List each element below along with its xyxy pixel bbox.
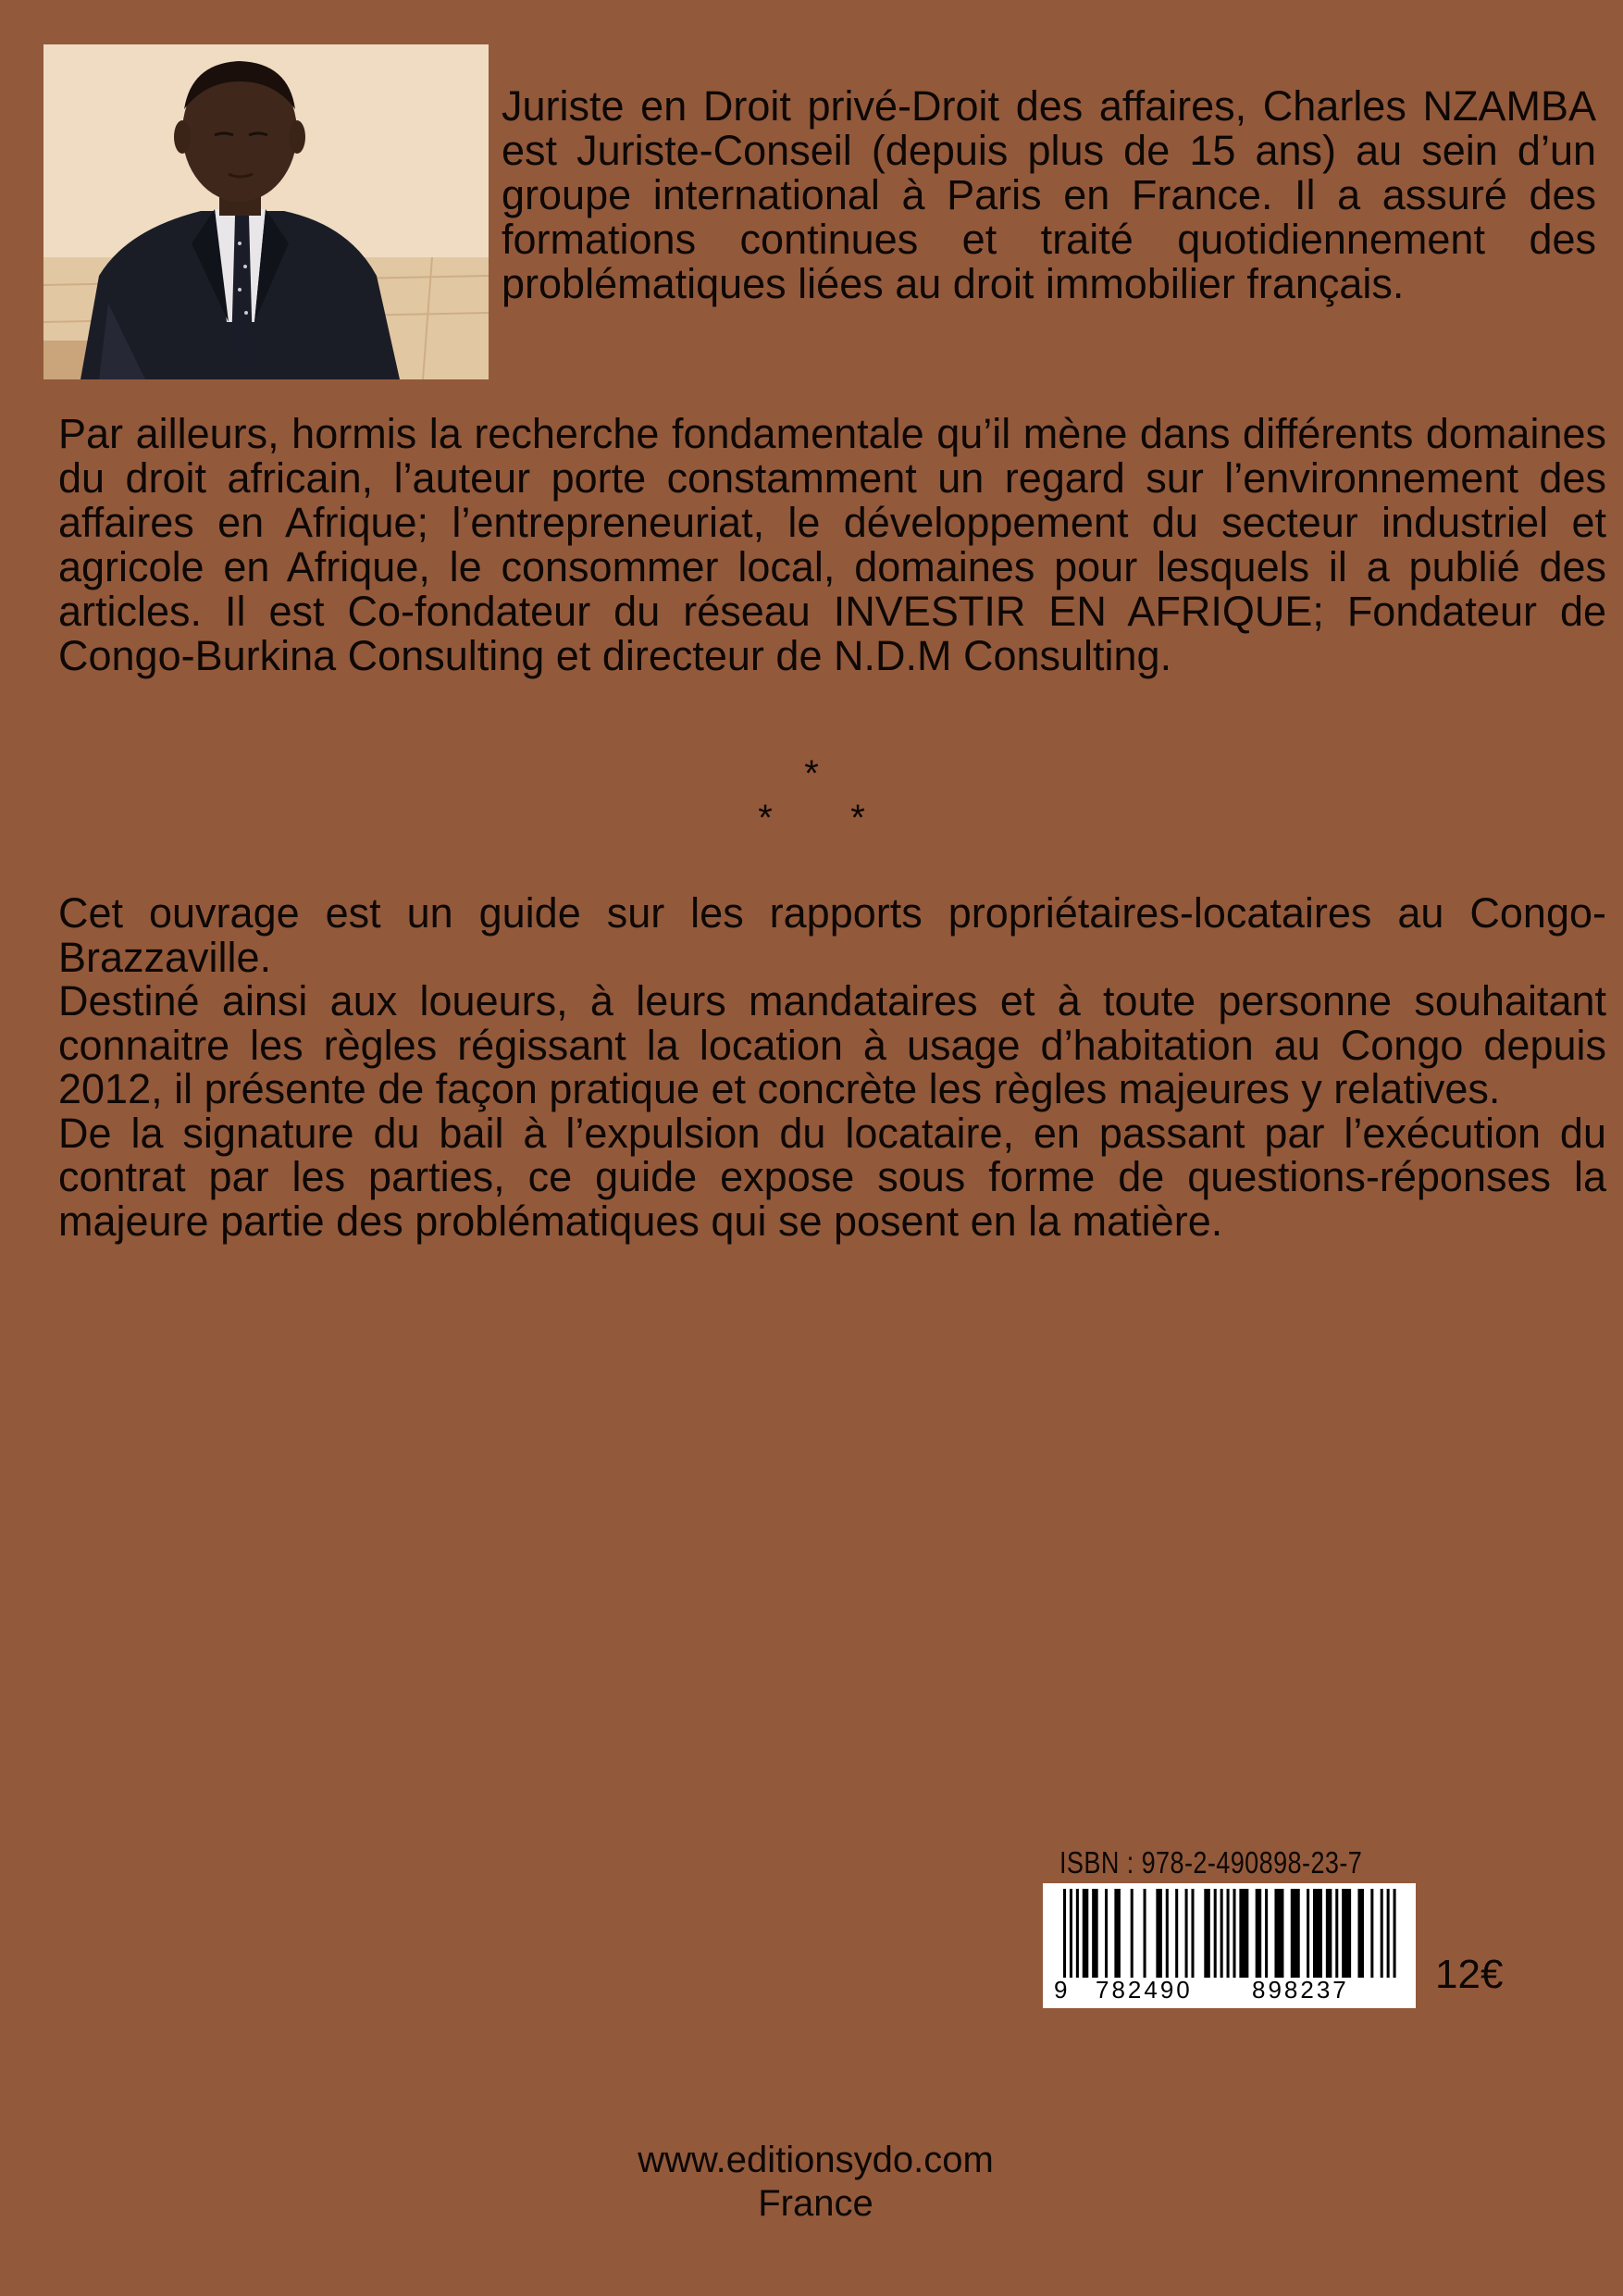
barcode-bar	[1291, 1889, 1300, 1978]
summary-paragraph: De la signature du bail à l’expulsion du locataire, en passant par l’exécution du contrat par les parties, ce guide expose sous forme de questions-réponses la majeure partie des problématiques qui se posent en la matière.	[58, 1109, 1606, 1245]
summary-paragraph: Cet ouvrage est un guide sur les rapports propriétaires-locataires au Congo-Brazzaville.	[58, 889, 1606, 981]
barcode-right-digits: 898237	[1252, 1976, 1349, 2004]
publisher-website[interactable]: www.editionsydo.com	[638, 2140, 994, 2180]
barcode-bar	[1370, 1889, 1373, 1978]
separator-star-right: *	[850, 798, 865, 838]
author-portrait-icon	[43, 44, 489, 379]
barcode-left-digits: 782490	[1096, 1976, 1193, 2004]
barcode-bar	[1233, 1889, 1235, 1978]
barcode-bar	[1256, 1889, 1262, 1978]
separator-star-top: *	[804, 753, 819, 794]
barcode-bar	[1070, 1889, 1072, 1978]
barcode-bar	[1307, 1889, 1309, 1978]
barcode-bar	[1204, 1889, 1210, 1978]
barcode-bar	[1387, 1889, 1390, 1978]
author-bio-details: Par ailleurs, hormis la recherche fondamentale qu’il mène dans différents domaines du droit africain, l’auteur porte constamment un regard sur l’environnement des affaires en Afrique; l’entrepreneuriat, le développement du secteur industriel et agricole en Afrique, le consommer local, domaines pour lesquels il a publié des articles. Il est Co-fondateur du réseau INVESTIR EN AFRIQUE; Fondateur de Congo-Burkina Consulting et directeur de N.D.M Consulting.	[58, 410, 1606, 679]
barcode-bar	[1185, 1889, 1188, 1978]
book-summary	[58, 891, 1606, 1243]
isbn-barcode	[1043, 1883, 1416, 2008]
barcode-bar	[1265, 1889, 1268, 1978]
barcode-first-digit: 9	[1054, 1976, 1068, 2004]
separator-star-row	[0, 796, 1623, 840]
summary-paragraph: Destiné ainsi aux loueurs, à leurs mandataires et à toute personne souhaitant connaitre les règles régissant la location à usage d’habitation au Congo depuis 2012, il présente de façon pratique et concrète les règles majeures y relatives.	[58, 977, 1606, 1112]
barcode-bar	[1326, 1889, 1332, 1978]
barcode-bar	[1175, 1889, 1178, 1978]
barcode-bar	[1313, 1889, 1322, 1978]
publisher-country: France	[758, 2183, 873, 2224]
barcode-bar	[1076, 1889, 1079, 1978]
author-photo	[43, 44, 489, 379]
barcode-bar	[1274, 1889, 1283, 1978]
barcode-bar	[1191, 1889, 1194, 1978]
barcode-bar	[1063, 1889, 1066, 1978]
publisher-footer	[0, 2139, 1623, 2226]
barcode-bar	[1092, 1889, 1098, 1978]
barcode-icon	[1043, 1883, 1416, 2008]
barcode-bar	[1214, 1889, 1217, 1978]
isbn-label: ISBN : 978-2-490898-23-7	[1059, 1845, 1363, 1880]
barcode-bar	[1131, 1889, 1134, 1978]
barcode-bar	[1239, 1889, 1248, 1978]
barcode-bar	[1156, 1889, 1162, 1978]
barcode-bar	[1381, 1889, 1383, 1978]
barcode-bar	[1144, 1889, 1146, 1978]
section-separator	[0, 751, 1623, 840]
barcode-bar	[1105, 1889, 1108, 1978]
barcode-bar	[1357, 1889, 1364, 1978]
barcode-bar	[1394, 1889, 1396, 1978]
barcode-bar	[1335, 1889, 1338, 1978]
separator-star-left: *	[758, 798, 773, 838]
author-bio-intro: Juriste en Droit privé-Droit des affaires, Charles NZAMBA est Juriste-Conseil (depuis plus de 15 ans) au sein d’un groupe international à Paris en France. Il a assuré des formations continues et traité quotidiennement des problématiques liées au droit immobilier français.	[502, 82, 1596, 307]
book-price: 12€	[1435, 1952, 1504, 1997]
barcode-bar	[1114, 1889, 1121, 1978]
barcode-bar	[1227, 1889, 1230, 1978]
barcode-bar	[1220, 1889, 1223, 1978]
barcode-bar	[1342, 1889, 1351, 1978]
barcode-bar	[1083, 1889, 1089, 1978]
barcode-bar	[1166, 1889, 1169, 1978]
